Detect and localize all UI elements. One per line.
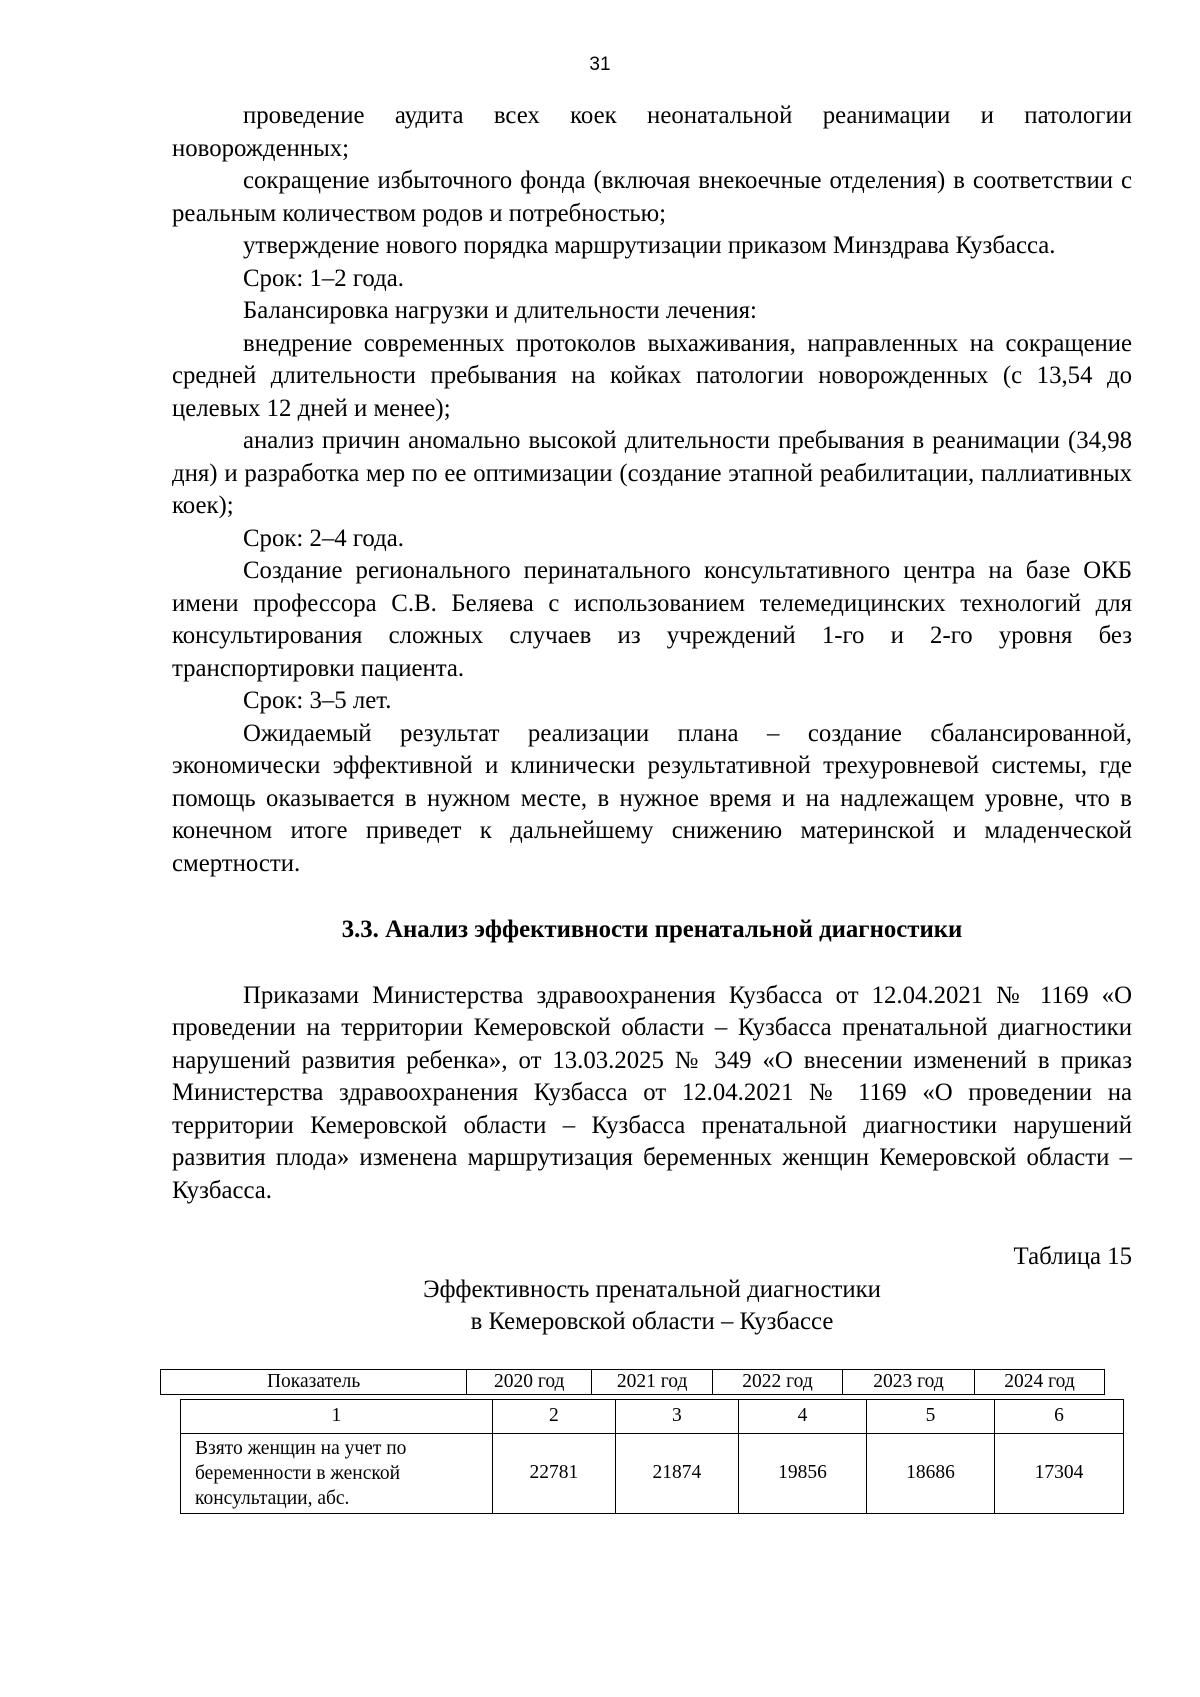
body-text [172, 100, 1132, 1514]
row-label-cell [181, 1433, 493, 1513]
table-row [181, 1433, 1124, 1513]
paragraph: утверждение нового порядка маршрутизации приказом Минздрава Кузбасса. [243, 232, 1056, 259]
table-caption-line: Эффективность пренатальной диагностики [423, 1275, 881, 1303]
header-cell-2020: 2020 год [467, 1369, 592, 1394]
paragraph: Срок: 1–2 года. [243, 264, 404, 292]
table-caption [172, 1274, 1132, 1339]
table-label: Таблица 15 [1013, 1243, 1132, 1270]
header-cell-2023: 2023 год [843, 1369, 975, 1394]
data-table [180, 1399, 1124, 1514]
header-cell-2021: 2021 год [592, 1369, 713, 1394]
paragraph: проведение аудита всех коек неонатальной реанимации и патологии новорожденных; [172, 102, 1132, 162]
paragraph: Балансировка нагрузки и длительности лечения: [243, 297, 757, 324]
value-cell-2021: 21874 [615, 1433, 738, 1513]
header-cell-2022: 2022 год [713, 1369, 843, 1394]
column-number-cell: 5 [866, 1399, 994, 1433]
paragraph: Создание регионального перинатального консультативного центра на базе ОКБ имени профессора С.В. Беляева с использованием телемедицинских технологий для консультирования сложных случаев из учреждений 1-го и 2-го уровня без транспортировки пациента. [172, 557, 1132, 682]
table-header-row [161, 1369, 1105, 1394]
value-cell-2022: 19856 [738, 1433, 866, 1513]
paragraph: Срок: 2–4 года. [243, 524, 404, 552]
row-label-line: консультации, абс. [195, 1487, 350, 1509]
table-header [160, 1369, 1105, 1395]
paragraph: сокращение избыточного фонда (включая внекоечные отделения) в соответствии с реальным количеством родов и потребностью; [172, 167, 1132, 227]
page-number: 31 [589, 54, 611, 75]
paragraph: анализ причин аномально высокой длительности пребывания в реанимации (34,98 дня) и разработка мер по ее оптимизации (создание этапной реабилитации, паллиативных коек); [172, 427, 1132, 519]
value-cell-2020: 22781 [492, 1433, 615, 1513]
table-caption-line: в Кемеровской области – Кузбассе [470, 1308, 834, 1335]
header-cell-indicator: Показатель [161, 1369, 467, 1394]
column-number-cell: 1 [181, 1399, 493, 1433]
paragraph: внедрение современных протоколов выхаживания, направленных на сокращение средней длительности пребывания на койках патологии новорожденных (с 13,54 до целевых 12 дней и менее); [172, 329, 1132, 422]
header-cell-2024: 2024 год [975, 1369, 1105, 1394]
value-cell-2023: 18686 [866, 1433, 994, 1513]
row-label-line: Взято женщин на учет по [195, 1437, 407, 1459]
column-number-cell: 6 [994, 1399, 1123, 1433]
paragraph: Приказами Министерства здравоохранения Кузбасса от 12.04.2021 № 1169 «О проведении на территории Кемеровской области – Кузбасса пренатальной диагностики нарушений развития ребенка», от 13.03.2025 № 349 «О внесении изменений в приказ Министерства здравоохранения Кузбасса от 12.04.2021 № 1169 «О проведении на территории Кемеровской области – Кузбасса пренатальной диагностики нарушений развития плода» изменена маршрутизация беременных женщин Кемеровской области – Кузбасса. [172, 981, 1132, 1204]
value-cell-2024: 17304 [994, 1433, 1123, 1513]
column-number-cell: 2 [492, 1399, 615, 1433]
column-number-cell: 4 [738, 1399, 866, 1433]
paragraph: Срок: 3–5 лет. [243, 687, 392, 714]
column-number-row [181, 1399, 1124, 1433]
column-number-cell: 3 [615, 1399, 738, 1433]
row-label-line: беременности в женской [195, 1462, 401, 1484]
paragraph: Ожидаемый результат реализации плана – создание сбалансированной, экономически эффективной и клинически результативной трехуровневой системы, где помощь оказывается в нужном месте, в нужное время и на надлежащем уровне, что в конечном итоге приведет к дальнейшему снижению материнской и младенческой смертности. [172, 719, 1132, 877]
section-heading: 3.3. Анализ эффективности пренатальной диагностики [341, 916, 963, 943]
